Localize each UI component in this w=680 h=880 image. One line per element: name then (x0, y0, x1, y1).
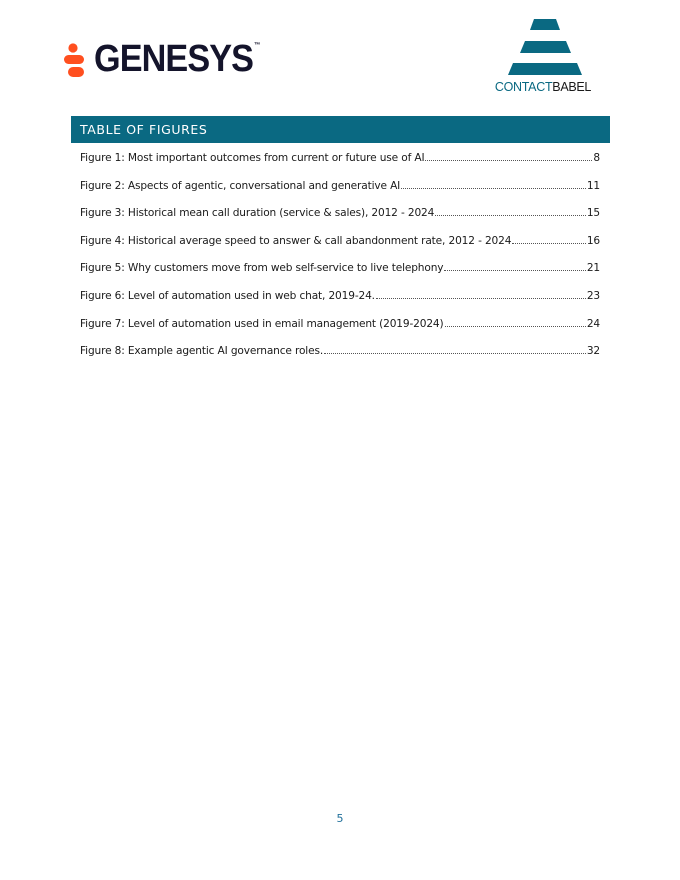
figure-page-number: 32 (586, 345, 600, 358)
figure-page-number: 15 (586, 207, 600, 220)
figure-page-number: 21 (586, 262, 600, 275)
dot-leader (401, 186, 586, 189)
dot-leader (512, 241, 585, 244)
figure-label: Figure 2: Aspects of agentic, conversational and generative AI (80, 179, 401, 192)
figure-entry-5[interactable] (80, 262, 600, 290)
contactbabel-wordmark (490, 80, 596, 94)
figure-label: Figure 8: Example agentic AI governance roles. (80, 345, 324, 358)
figure-page-number: 16 (586, 234, 600, 247)
genesys-mark-icon (64, 42, 90, 80)
contactbabel-part2: BABEL (552, 80, 592, 94)
dot-leader (435, 213, 586, 216)
dot-leader (444, 268, 585, 271)
figure-entry-8[interactable] (80, 345, 600, 373)
figure-entry-1[interactable] (80, 152, 600, 180)
figure-page-number: 23 (586, 289, 600, 302)
figure-label: Figure 7: Level of automation used in email management (2019-2024) (80, 317, 444, 330)
dot-leader (445, 324, 586, 327)
figure-page-number: 8 (593, 152, 600, 164)
genesys-logo (64, 40, 264, 82)
figure-entry-4[interactable] (80, 235, 600, 263)
figure-entry-2[interactable] (80, 180, 600, 208)
contactbabel-logo (490, 18, 596, 98)
figure-page-number: 24 (586, 317, 600, 330)
dot-leader (324, 351, 586, 354)
figure-page-number: 11 (586, 179, 600, 192)
page-number: 5 (336, 812, 344, 825)
genesys-wordmark-text: GENESYS (94, 38, 254, 80)
figure-label: Figure 5: Why customers move from web self-service to live telephony (80, 262, 444, 275)
table-of-figures-header: TABLE OF FIGURES (71, 116, 610, 143)
figure-entry-7[interactable] (80, 318, 600, 346)
figure-label: Figure 4: Historical average speed to answer & call abandonment rate, 2012 - 2024 (80, 234, 512, 247)
dot-leader (425, 158, 592, 161)
figure-label: Figure 6: Level of automation used in web chat, 2019-24. (80, 289, 375, 302)
figure-label: Figure 1: Most important outcomes from current or future use of AI (80, 152, 425, 164)
contactbabel-part1: CONTACT (494, 80, 553, 94)
contactbabel-triangle-icon (496, 18, 588, 76)
figure-entry-6[interactable] (80, 290, 600, 318)
figures-list (80, 152, 600, 373)
figure-label: Figure 3: Historical mean call duration (service & sales), 2012 - 2024 (80, 207, 435, 220)
figure-entry-3[interactable] (80, 207, 600, 235)
trademark-symbol: ™ (253, 42, 261, 49)
dot-leader (376, 296, 586, 299)
genesys-wordmark (94, 38, 260, 81)
